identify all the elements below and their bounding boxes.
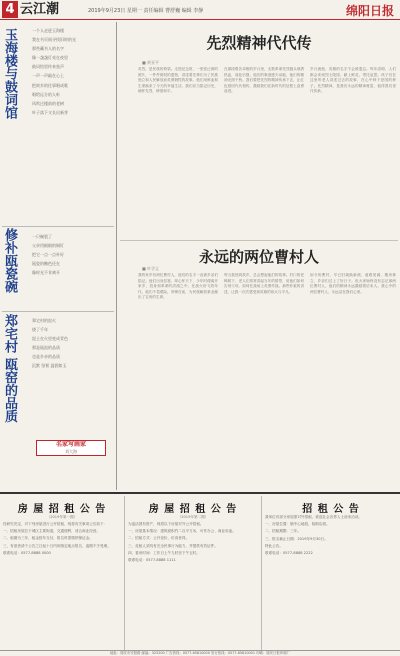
poem-line: 叶子落下又长出新芽 <box>32 109 68 115</box>
poem-title-2: 修补瓯瓷碗 <box>2 228 17 293</box>
poem-line: 也是乡亲的品质 <box>32 354 60 360</box>
article-2-title: 永远的两位曹村人 <box>198 248 319 266</box>
section-number: 4 <box>2 1 18 18</box>
poem-line: 郑宅村的窑火 <box>32 318 56 323</box>
ad-paragraph: 二、招租期限：三年。 <box>265 529 301 534</box>
classified-ads <box>0 492 400 650</box>
article-1-title: 先烈精神代代传 <box>206 34 312 52</box>
page-footer: 地址：瑞安市安阳路 邮编：325200 广告热线：0577-65810000 发行热线：0577-65810001 印刷：瑞安日报印刷厂 <box>0 650 400 656</box>
ad-paragraph: 三、有意者请于公告之日起十日内到指定地点报名，逾期不予受理。 <box>3 543 111 548</box>
layout-editor: 编辑 李静 <box>181 8 204 14</box>
poem-body-1 <box>32 28 112 224</box>
article-1-byline: ■ 黄亚平 <box>142 60 160 65</box>
newspaper-logo: 绵阳日报 <box>345 4 394 18</box>
rental-notice-2 <box>125 496 262 651</box>
ad-subtitle: （2019年第二期） <box>177 515 209 519</box>
poem-line: 把它一点一点补好 <box>32 252 64 258</box>
poem-title-1: 玉海楼与鼓词馆 <box>2 28 17 119</box>
poem-line: 唱给远方的人听 <box>32 91 60 97</box>
author-box-sub: 刘大海 <box>65 449 77 454</box>
poem-line: 风吹过楼前的老树 <box>32 100 64 106</box>
articles-area <box>120 22 398 490</box>
poem-body-2 <box>32 234 112 309</box>
article-2-column: 如今的曹村，早已旧貌换新颜，道路宽阔，楼房林立，乡亲们过上了好日子。但大家始终没有忘记那两位曹村人，他们的精神永远激励着后来人。我心中的两位曹村人，永远活在我们心里。 <box>310 273 396 294</box>
ad-paragraph: 二、招租方式：公开竞价，价高者得。 <box>128 536 190 541</box>
poem-line: 一只碗裂了 <box>32 234 52 239</box>
poem-line: 像时光不肯离开 <box>32 270 60 276</box>
masthead <box>0 0 400 20</box>
ad-body <box>3 522 121 556</box>
article-1-column: 英烈，是民族的脊梁。走进纪念馆，一张张泛黄的照片，一件件斑驳的遗物，讲述着先辈们为了民族独立和人民解放而英勇牺牲的故事。他们用鲜血和生命换来了今天的幸福生活，我们应当铭记历史，缅怀先烈，珍惜和平。 <box>138 67 218 93</box>
poem-line: 我在书页间寻找旧时的光 <box>32 37 76 43</box>
ad-body <box>265 515 397 556</box>
poem-line: 沉默 坚韧 温润如玉 <box>32 363 67 369</box>
ad-paragraph: 联系电话：0577-8888 2222 <box>265 551 313 556</box>
poem-body-3 <box>32 318 112 434</box>
ad-paragraph: 联系电话：0577-8888 0000 <box>3 550 51 555</box>
ad-paragraph: 三、竞租人须具有完全民事行为能力，并提供有效证件。 <box>128 543 218 548</box>
ad-paragraph: 二、租期为三年，租金按年支付，报名时需缴纳保证金。 <box>3 536 93 541</box>
article-2-column: 每当我回到故乡，总会想起他们的故事。村口的老樟树下，老人们常常讲起当年的情景，说他们如何告别父母，如何在战场上英勇作战。那些朴素的讲述，让我一次次感受到英雄的伟大与平凡。 <box>224 273 304 294</box>
ad-subtitle: （2019年第一期） <box>46 515 78 519</box>
poem-line: 鼓词馆里传来弦声 <box>32 64 64 70</box>
ad-paragraph: 一、房屋位置：镇中心地段，临街店面。 <box>265 522 330 527</box>
poem-line: 那些藏书人的名字 <box>32 46 64 52</box>
ad-paragraph: 一、房屋基本情况：建筑面积约二百平方米，可作办公、商业用途。 <box>128 529 236 534</box>
ad-paragraph: 联系电话：0577-8888 1111 <box>128 558 176 563</box>
article-divider <box>120 240 398 241</box>
header-divider <box>0 19 400 20</box>
ad-paragraph: 特此公告。 <box>265 543 283 548</box>
poem-line: 一声一声敲在心上 <box>32 73 64 79</box>
poem-line: 那是瓯窑的品质 <box>32 345 60 351</box>
ad-body <box>128 522 258 563</box>
ad-paragraph: 为盘活国有资产，现将以下房屋对外公开招租。 <box>128 522 204 526</box>
editor: 责任编辑 曹舒巍 <box>143 8 181 14</box>
ad-paragraph: 三、报名截止日期：2019年9月30日。 <box>265 536 328 541</box>
ad-title: 房 屋 招 租 公 告 <box>17 504 107 515</box>
article-1-column: 岁月流逝，英雄的名字不会被遗忘。每年清明，人们都会来到烈士陵园，献上鲜花，寄托哀思。孩子们在这里听老人讲述过去的故事，在心中种下爱国的种子。先烈精神，是我们永远的精神财富，值得我们世代传承。 <box>310 67 396 93</box>
poem-line: 把故乡的往事唱成歌 <box>32 82 68 88</box>
ad-title: 房 屋 招 租 公 告 <box>148 504 238 515</box>
article-1-column: 在那段艰苦卓绝的岁月里，无数革命先烈抛头颅洒热血，前赴后继，他们的事迹感天动地，他们的精神光照千秋。我们要把先烈的精神传承下去，让红色基因代代相传，激励我们在新时代的征程上奋勇前进。 <box>224 67 304 93</box>
ad-paragraph: 一、招租房屋位于城区主要街道，交通便利，适合商业经营。 <box>3 529 101 534</box>
ad-paragraph: 我单位有部分房屋需对外招租，欢迎社会各界人士前来洽谈。 <box>265 515 363 519</box>
poem-title-3: 郑宅村 瓯窑的品质 <box>2 314 17 423</box>
rental-notice-1 <box>0 496 125 651</box>
rental-notice-3 <box>262 496 400 651</box>
poem-line: 像一盏盏灯亮在夜里 <box>32 55 68 61</box>
poetry-column <box>2 22 114 490</box>
article-2-byline: ■ 叶学义 <box>142 266 160 271</box>
poem-line: 父亲用细细的铜钉 <box>32 243 64 249</box>
weekday: 星期一 <box>126 8 142 14</box>
author-box-name: 名家写画家 <box>55 441 86 448</box>
ad-title: 招 租 公 告 <box>302 504 360 515</box>
divider <box>2 226 114 227</box>
poem-line: 泥土在火里变成青色 <box>32 336 68 342</box>
poem-line: 烧了千年 <box>32 327 48 333</box>
column-divider <box>116 22 117 490</box>
ad-paragraph: 四、看房时间：工作日上午九时至下午五时。 <box>128 550 200 555</box>
issue-date: 2019年9月23日 <box>88 8 126 14</box>
poem-line: 一个人走进玉海楼 <box>32 28 64 33</box>
article-2-column: 我的家乡有两位曹村人，他们的名字一直被乡亲们铭记。他们出身贫寒，却心怀天下，少年时便离开家乡，投身到革命的洪流之中。在战火纷飞的年代，他们不畏艰险，冲锋在前，为民族解放事业献出了宝贵的生命。 <box>138 273 218 299</box>
ad-paragraph: 经研究决定，对下列房屋进行公开招租，现将有关事项公告如下： <box>3 522 108 526</box>
poem-line: 瓯瓷的釉色还在 <box>32 261 60 267</box>
author-box <box>36 440 106 456</box>
divider <box>2 311 114 312</box>
section-name: 云江潮 <box>20 2 60 17</box>
masthead-info <box>88 7 203 14</box>
